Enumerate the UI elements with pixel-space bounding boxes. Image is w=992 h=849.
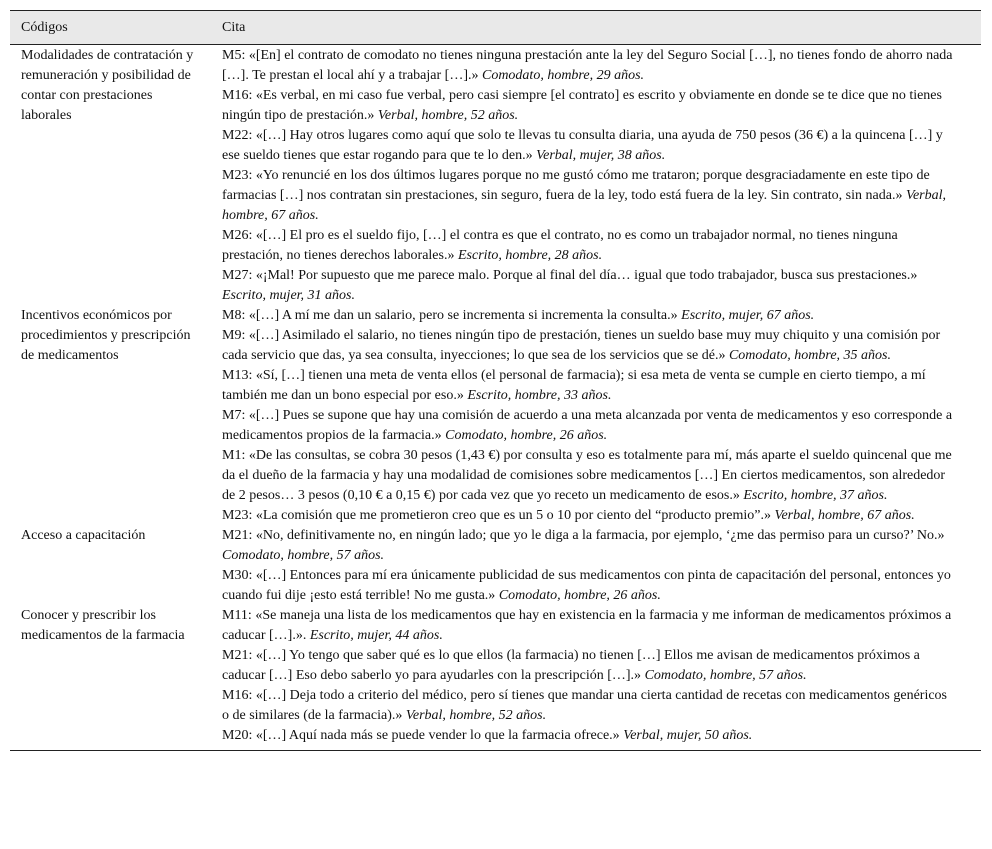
quote xyxy=(222,366,955,406)
table-bottom-rule xyxy=(10,746,981,751)
quote xyxy=(222,46,955,86)
quote xyxy=(222,126,955,166)
quote-source: Comodato, hombre, 57 años. xyxy=(644,668,807,683)
header-codigos: Códigos xyxy=(21,19,68,35)
quote-source: Comodato, hombre, 29 años. xyxy=(481,68,645,83)
quote xyxy=(222,306,955,326)
table-header xyxy=(10,10,981,45)
quote-text: M16: «Es verbal, en mi caso fue verbal, pero casi siempre [el contrato] es escrito y obviamente en donde se te dice que no tienes ningún tipo de prestación.» xyxy=(222,88,942,123)
quote-source: Verbal, hombre, 52 años. xyxy=(377,108,519,123)
code-cell: Incentivos económicos por procedimientos y prescripción de medicamentos xyxy=(21,308,191,363)
quote-source: Comodato, hombre, 26 años. xyxy=(445,428,608,443)
quote-text: M23: «Yo renuncié en los dos últimos lugares porque no me gustó cómo me trataron; porque desgraciadamente en este tipo de farmacias […] nos contratan sin prestaciones, sin seguro, fuera de la ley, todo está fuera de la ley. Sin contrato, sin nada.» xyxy=(222,168,930,203)
quote-source: Escrito, hombre, 33 años. xyxy=(467,388,612,403)
code-cell: Modalidades de contratación y remuneración y posibilidad de contar con prestaciones laborales xyxy=(21,48,194,123)
quotes-table xyxy=(10,10,981,751)
code-cell: Acceso a capacitación xyxy=(21,528,146,543)
quote-cell xyxy=(211,46,981,306)
quote xyxy=(222,406,955,446)
quote-source: Comodato, hombre, 57 años. xyxy=(222,548,385,563)
quote xyxy=(222,726,955,746)
quote-text: M27: «¡Mal! Por supuesto que me parece malo. Porque al final del día… igual que todo trabajador, busca sus prestaciones.» xyxy=(222,268,918,283)
quote-source: Escrito, mujer, 31 años. xyxy=(222,288,355,303)
quote-text: M26: «[…] El pro es el sueldo fijo, […] el contra es que el contrato, no es como un trabajador normal, no tienes ninguna prestación, no tienes derechos laborales.» xyxy=(222,228,898,263)
quote xyxy=(222,166,955,226)
quote-source: Escrito, mujer, 44 años. xyxy=(309,628,443,643)
quote xyxy=(222,266,955,306)
table-row xyxy=(10,306,981,526)
quote xyxy=(222,526,955,566)
quote-text: M9: «[…] Asimilado el salario, no tienes ningún tipo de prestación, tienes un sueldo base muy muy chiquito y una comisión por cada servicio que das, ya sea consulta, inyecciones; lo que sea de los servicios que se dé.» xyxy=(222,328,941,363)
quote xyxy=(222,646,955,686)
quote-source: Escrito, hombre, 28 años. xyxy=(457,248,603,263)
quote-source: Verbal, mujer, 50 años. xyxy=(623,728,753,743)
quote-text: M30: «[…] Entonces para mí era únicamente publicidad de sus medicamentos con pinta de capacitación del personal, entonces yo cuando fui dije ¡esto está terrible! No me gusta.» xyxy=(222,568,951,603)
table-row xyxy=(10,606,981,746)
quote-text: M13: «Sí, […] tienen una meta de venta ellos (el personal de farmacia); si esa meta de venta se cumple en cierto tiempo, a mí también me dan un bono especial por eso.» xyxy=(222,368,926,403)
quote-source: Verbal, mujer, 38 años. xyxy=(536,148,666,163)
quote-text: M11: «Se maneja una lista de los medicamentos que hay en existencia en la farmacia y me informan de medicamentos próximos a caducar […].». xyxy=(222,608,952,643)
quote-text: M22: «[…] Hay otros lugares como aquí que solo te llevas tu consulta diaria, una ayuda de 750 pesos (36 €) a la quincena […] y ese sueldo tienes que estar rogando para que te lo den.» xyxy=(222,128,943,163)
quote xyxy=(222,326,955,366)
quote xyxy=(222,226,955,266)
quote-text: M1: «De las consultas, se cobra 30 pesos (1,43 €) por consulta y eso es totalmente para mí, más aparte el sueldo quincenal que me da el dueño de la farmacia y hay una modalidad de comisiones sobre medicamentos […] En ciertos medicamentos, son alrededor de 2 pesos… 3 pesos (0,10 € a 0,15 €) por cada vez que yo receto un medicamento de esos.» xyxy=(222,448,952,503)
quote-text: M23: «La comisión que me prometieron creo que es un 5 o 10 por ciento del “producto premio”.» xyxy=(222,508,775,523)
code-cell: Conocer y prescribir los medicamentos de la farmacia xyxy=(21,608,185,643)
table-body xyxy=(10,45,981,746)
quote-source: Verbal, hombre, 67 años. xyxy=(222,188,947,223)
quote xyxy=(222,606,955,646)
quote-cell xyxy=(211,306,981,526)
quote-text: M7: «[…] Pues se supone que hay una comisión de acuerdo a una meta alcanzada por venta de medicamentos y eso corresponde a medicamentos propios de la farmacia.» xyxy=(222,408,953,443)
quote xyxy=(222,566,955,606)
quote-text: M16: «[…] Deja todo a criterio del médico, pero sí tienes que mandar una cierta cantidad de recetas con medicamentos genéricos o de similares (de la farmacia).» xyxy=(222,688,947,723)
quote xyxy=(222,686,955,726)
quote-text: M8: «[…] A mí me dan un salario, pero se incrementa si incrementa la consulta.» xyxy=(222,308,682,323)
quote-source: Escrito, mujer, 67 años. xyxy=(681,308,815,323)
quote xyxy=(222,86,955,126)
quote-cell xyxy=(211,526,981,606)
quote-source: Escrito, hombre, 37 años. xyxy=(743,488,888,503)
header-cita: Cita xyxy=(222,19,246,35)
quote-cell xyxy=(211,606,981,746)
quote-text: M20: «[…] Aquí nada más se puede vender lo que la farmacia ofrece.» xyxy=(222,728,624,743)
quote xyxy=(222,446,955,506)
quote-text: M21: «[…] Yo tengo que saber qué es lo que ellos (la farmacia) no tienen […] Ellos me avisan de medicamentos próximos a caducar […] Eso debo saberlo yo para ayudarles con la prescripción […].» xyxy=(222,648,920,683)
quote xyxy=(222,506,955,526)
table-row xyxy=(10,46,981,306)
quote-source: Comodato, hombre, 35 años. xyxy=(728,348,891,363)
quote-text: M5: «[En] el contrato de comodato no tienes ninguna prestación ante la ley del Seguro Social […], no tienes fondo de ahorro nada […]. Te prestan el local ahí y a trabajar […].» xyxy=(222,48,953,83)
quote-source: Comodato, hombre, 26 años. xyxy=(498,588,661,603)
quote-source: Verbal, hombre, 67 años. xyxy=(774,508,915,523)
quote-source: Verbal, hombre, 52 años. xyxy=(405,708,547,723)
quote-text: M21: «No, definitivamente no, en ningún lado; que yo le diga a la farmacia, por ejemplo, ‘¿me das permiso para un curso?’ No.» xyxy=(222,528,945,543)
table-row xyxy=(10,526,981,606)
